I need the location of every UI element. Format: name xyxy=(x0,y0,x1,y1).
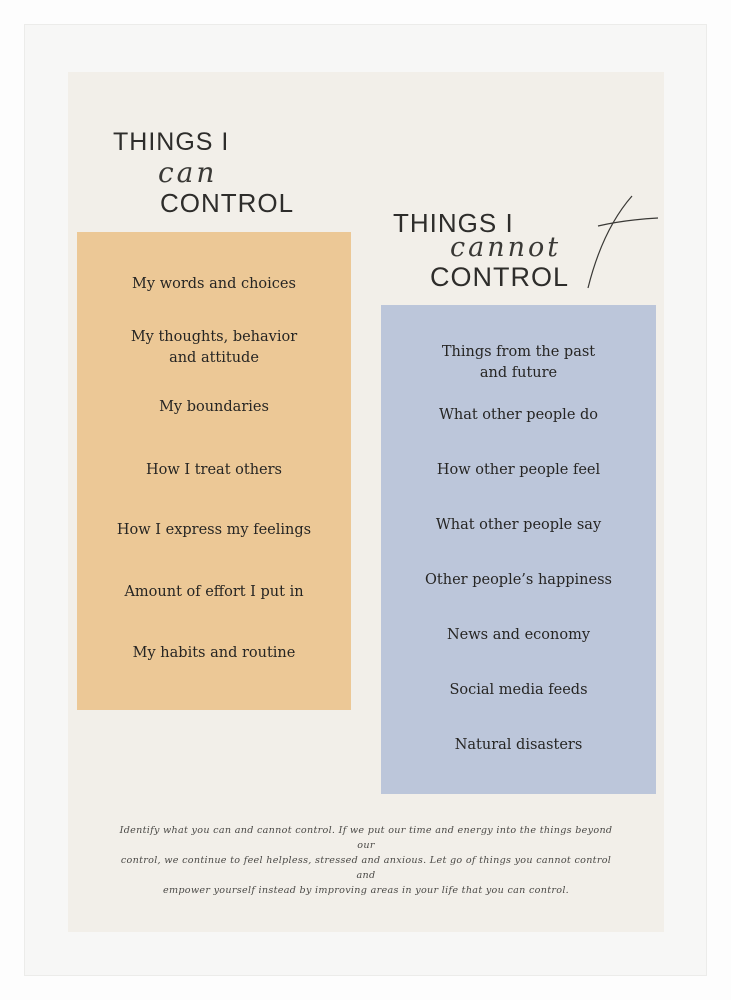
list-item: How I treat others xyxy=(145,462,282,478)
footnote-line: empower yourself instead by improving areas in your life that you can control. xyxy=(162,885,570,896)
list-item: and future xyxy=(479,365,558,381)
list-item: My words and choices xyxy=(132,276,296,292)
list-item: My thoughts, behavior xyxy=(130,329,298,345)
cannot-control-panel xyxy=(381,305,656,794)
can-control-panel xyxy=(77,232,351,710)
list-item: Natural disasters xyxy=(454,737,583,753)
list-item: My habits and routine xyxy=(132,645,296,661)
footnote-line: control, we continue to feel helpless, stressed and anxious. Let go of things you cannot control and xyxy=(120,855,612,881)
list-item: Things from the past xyxy=(441,344,596,360)
list-item: How I express my feelings xyxy=(116,522,312,538)
list-item: What other people do xyxy=(438,407,599,423)
list-item: and attitude xyxy=(169,350,259,366)
cannot-heading-script: cannot xyxy=(450,232,562,263)
list-item: What other people say xyxy=(435,517,602,533)
list-item: News and economy xyxy=(446,627,591,643)
footnote xyxy=(110,823,622,898)
list-item: How other people feel xyxy=(436,462,601,478)
list-item: Other people’s happiness xyxy=(425,572,612,588)
can-heading-bottom: CONTROL xyxy=(160,188,295,218)
footnote-line: Identify what you can and cannot control. If we put our time and energy into the things beyond our xyxy=(119,825,613,851)
can-heading-script: can xyxy=(158,156,218,189)
cannot-heading-bottom: CONTROL xyxy=(430,262,570,292)
can-heading-top: THINGS I xyxy=(113,128,230,156)
list-item: Social media feeds xyxy=(449,682,588,698)
list-item: Amount of effort I put in xyxy=(124,584,304,600)
list-item: My boundaries xyxy=(159,399,269,415)
cannot-heading-top: THINGS I xyxy=(393,208,514,238)
